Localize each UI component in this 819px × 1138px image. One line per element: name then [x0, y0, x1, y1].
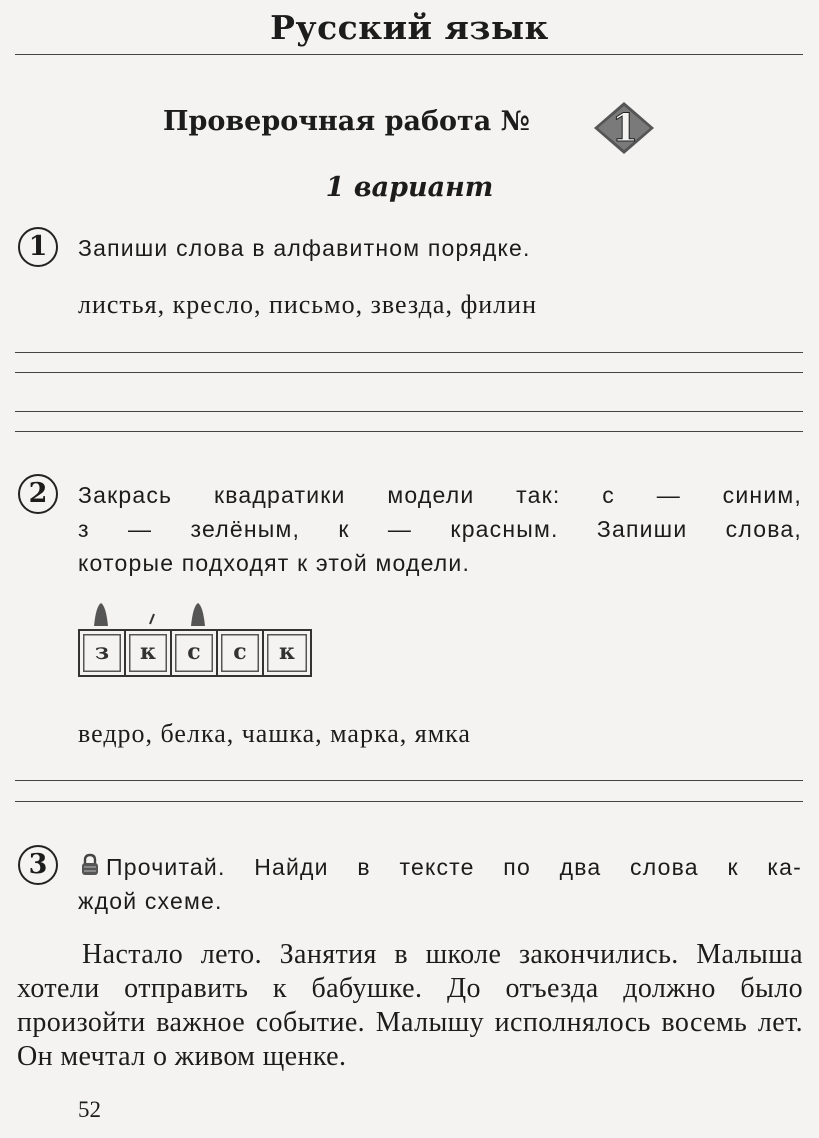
answer-line-2b[interactable]: [15, 801, 803, 802]
task-2-line-3: которые подходят к этой модели.: [78, 550, 471, 576]
task-2-words: ведро, белка, чашка, марка, ямка: [78, 719, 471, 748]
reading-passage: Настало лето. Занятия в школе закончились. Малыша хотели отправить к бабушке. До отъезда должно было произойти важное событие. Малышу исполнялось восемь лет. Он мечтал о живом щенке.: [17, 939, 803, 1072]
work-number-badge: [592, 100, 656, 156]
work-number: 1: [611, 105, 639, 150]
answer-line-1c[interactable]: [15, 411, 803, 412]
task-3-number: 3: [18, 845, 58, 885]
stress-mark-icon: [94, 603, 108, 626]
task-2-line-2: з — зелёным, к — красным. Запиши слова,: [78, 516, 802, 542]
answer-line-1b[interactable]: [15, 372, 803, 373]
model-cell[interactable]: к: [264, 631, 310, 675]
model-cell[interactable]: к: [126, 631, 172, 675]
header-divider: [15, 54, 803, 55]
task-3-line-2: ждой схеме.: [78, 888, 223, 914]
sound-model: [78, 629, 312, 677]
lock-icon: [79, 853, 101, 877]
page-number: 52: [78, 1097, 101, 1122]
model-cell[interactable]: с: [218, 631, 264, 675]
task-1-words: листья, кресло, письмо, звезда, филин: [78, 290, 538, 319]
task-3-line-1: Прочитай. Найди в тексте по два слова к ка-: [106, 854, 802, 880]
task-2-number: 2: [18, 474, 58, 514]
syllable-divider-icon: [150, 614, 154, 624]
task-2-line-1: Закрась квадратики модели так: с — синим,: [78, 482, 802, 508]
model-cell[interactable]: с: [172, 631, 218, 675]
page-header-subject: Русский язык: [270, 8, 549, 47]
answer-line-1a[interactable]: [15, 352, 803, 353]
task-1-number: 1: [18, 227, 58, 267]
variant-label: 1 вариант: [325, 172, 494, 203]
answer-line-2a[interactable]: [15, 780, 803, 781]
work-title: Проверочная работа №: [163, 106, 530, 137]
answer-line-1d[interactable]: [15, 431, 803, 432]
stress-mark-icon: [191, 603, 205, 626]
task-1-instruction: Запиши слова в алфавитном порядке.: [78, 235, 531, 261]
model-cell[interactable]: з: [80, 631, 126, 675]
stress-marks: [78, 600, 318, 630]
